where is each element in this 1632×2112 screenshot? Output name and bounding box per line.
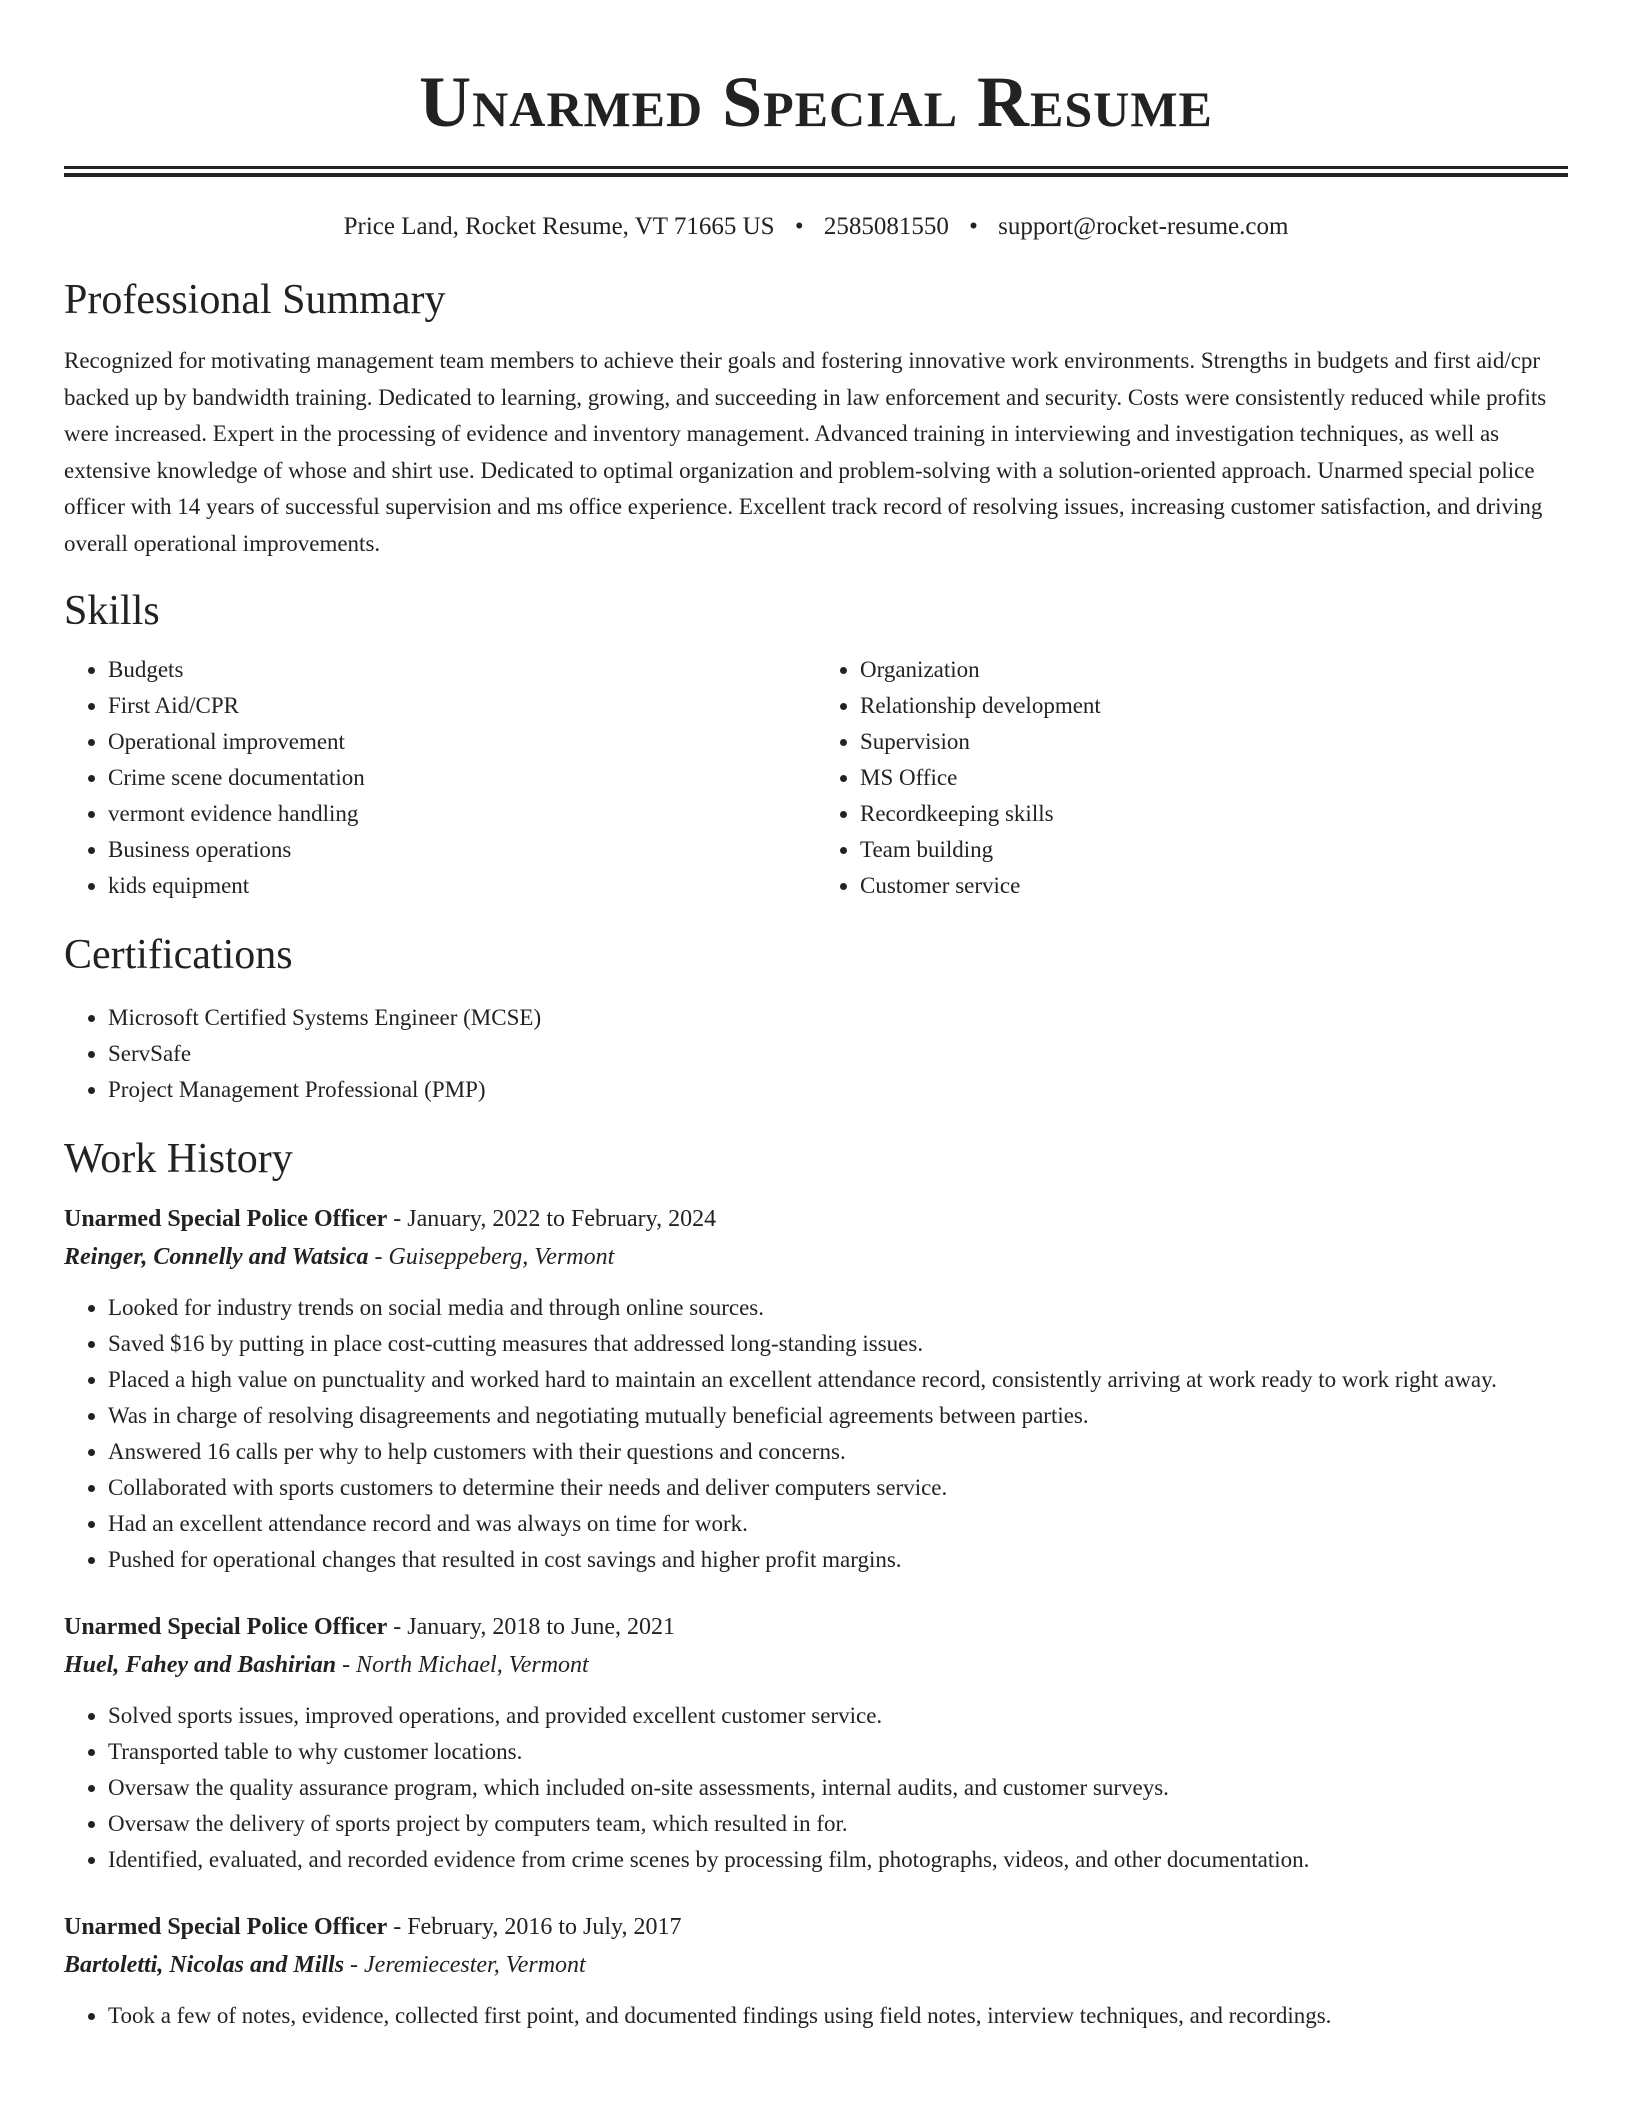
job-bullets [64,1698,1568,1878]
certifications-section [64,930,1568,1108]
job-bullet: • Saved $16 by putting in place cost-cutting measures that addressed long-standing issues. [108,1326,1568,1362]
skill-item: • Organization [860,652,1568,688]
job-location: - Jeremiecester, Vermont [350,1952,586,1978]
certifications-heading: Certifications [64,932,293,978]
resume-title: Unarmed Special Resume [419,62,1213,142]
job-bullet: • Had an excellent attendance record and was always on time for work. [108,1506,1568,1542]
job-bullet: • Was in charge of resolving disagreements and negotiating mutually beneficial agreements between parties. [108,1398,1568,1434]
contact-address: Price Land, Rocket Resume, VT 71665 US [343,213,775,240]
job-bullet: • Placed a high value on punctuality and worked hard to maintain an excellent attendance record, consistently arriving at work ready to work right away. [108,1362,1568,1398]
contact-phone: 2585081550 [823,213,949,240]
skills-columns [64,652,1568,904]
skill-item: • Supervision [860,724,1568,760]
skill-item: • Operational improvement [108,724,816,760]
skill-item: • Customer service [860,868,1568,904]
job-entry [64,1608,1568,1878]
skills-list-left [64,652,816,904]
job-bullets [64,1998,1568,2034]
job-company: Huel, Fahey and Bashirian [64,1652,337,1678]
certification-item: • Project Management Professional (PMP) [108,1072,1568,1108]
job-title: Unarmed Special Police Officer [64,1914,388,1940]
job-bullet: • Answered 16 calls per why to help customers with their questions and concerns. [108,1434,1568,1470]
skill-item: • Relationship development [860,688,1568,724]
job-entry [64,1200,1568,1578]
contact-email: support@rocket-resume.com [998,213,1289,240]
job-title-line [64,1200,1568,1238]
job-bullets [64,1290,1568,1578]
job-bullet: • Looked for industry trends on social media and through online sources. [108,1290,1568,1326]
summary-section [64,275,1568,562]
work-history-heading: Work History [64,1136,293,1182]
certification-item: • ServSafe [108,1036,1568,1072]
job-location: - North Michael, Vermont [342,1652,589,1678]
job-title-line [64,1908,1568,1946]
work-history-section [64,1134,1568,2034]
contact-separator: • [794,213,804,240]
job-company: Reinger, Connelly and Watsica [64,1244,369,1270]
job-entry [64,1908,1568,2034]
contact-line [64,211,1568,243]
job-dates: - January, 2018 to June, 2021 [393,1614,675,1640]
skills-section [64,586,1568,904]
job-bullet: • Oversaw the quality assurance program, which included on-site assessments, internal audits, and customer surveys. [108,1770,1568,1806]
job-bullet: • Transported table to why customer locations. [108,1734,1568,1770]
skill-item: • First Aid/CPR [108,688,816,724]
skill-item: • Recordkeeping skills [860,796,1568,832]
job-bullet: • Oversaw the delivery of sports project by computers team, which resulted in for. [108,1806,1568,1842]
skill-item: • kids equipment [108,868,816,904]
skill-item: • Business operations [108,832,816,868]
job-company-line [64,1238,1568,1276]
contact-separator: • [969,213,978,240]
job-location: - Guiseppeberg, Vermont [374,1244,615,1270]
skills-heading: Skills [64,588,160,634]
resume-page [64,0,1568,2034]
job-company-line [64,1946,1568,1984]
job-company: Bartoletti, Nicolas and Mills [64,1952,345,1978]
skill-item: • Budgets [108,652,816,688]
job-bullet: • Collaborated with sports customers to determine their needs and deliver computers service. [108,1470,1568,1506]
job-dates: - February, 2016 to July, 2017 [393,1914,682,1940]
job-title: Unarmed Special Police Officer [64,1614,388,1640]
skill-item: • vermont evidence handling [108,796,816,832]
certifications-list [64,1000,1568,1108]
skills-list-right [816,652,1568,904]
job-bullet: • Identified, evaluated, and recorded evidence from crime scenes by processing film, photographs, videos, and other documentation. [108,1842,1568,1878]
skill-item: • Crime scene documentation [108,760,816,796]
job-bullet: • Pushed for operational changes that resulted in cost savings and higher profit margins. [108,1542,1568,1578]
summary-heading: Professional Summary [64,277,446,323]
skill-item: • MS Office [860,760,1568,796]
job-bullet: • Took a few of notes, evidence, collected first point, and documented findings using field notes, interview techniques, and recordings. [108,1998,1568,2034]
summary-text: Recognized for motivating management team members to achieve their goals and fostering innovative work environments. Strengths in budgets and first aid/cpr backed up by bandwidth training. Dedicated to learning, growing, and succeeding in law enforcement and security. Costs were consistently reduced while profits were increased. Expert in the processing of evidence and inventory management. Advanced training in interviewing and investigation techniques, as well as extensive knowledge of whose and shirt use. Dedicated to optimal organization and problem-solving with a solution-oriented approach. Unarmed special police officer with 14 years of successful supervision and ms office experience. Excellent track record of resolving issues, increasing customer satisfaction, and driving overall operational improvements. [64,348,1547,556]
job-bullet: • Solved sports issues, improved operations, and provided excellent customer service. [108,1698,1568,1734]
certification-item: • Microsoft Certified Systems Engineer (MCSE) [108,1000,1568,1036]
job-title: Unarmed Special Police Officer [64,1206,388,1232]
skill-item: • Team building [860,832,1568,868]
job-dates: - January, 2022 to February, 2024 [393,1206,717,1232]
job-company-line [64,1646,1568,1684]
header-divider [64,166,1568,177]
job-title-line [64,1608,1568,1646]
